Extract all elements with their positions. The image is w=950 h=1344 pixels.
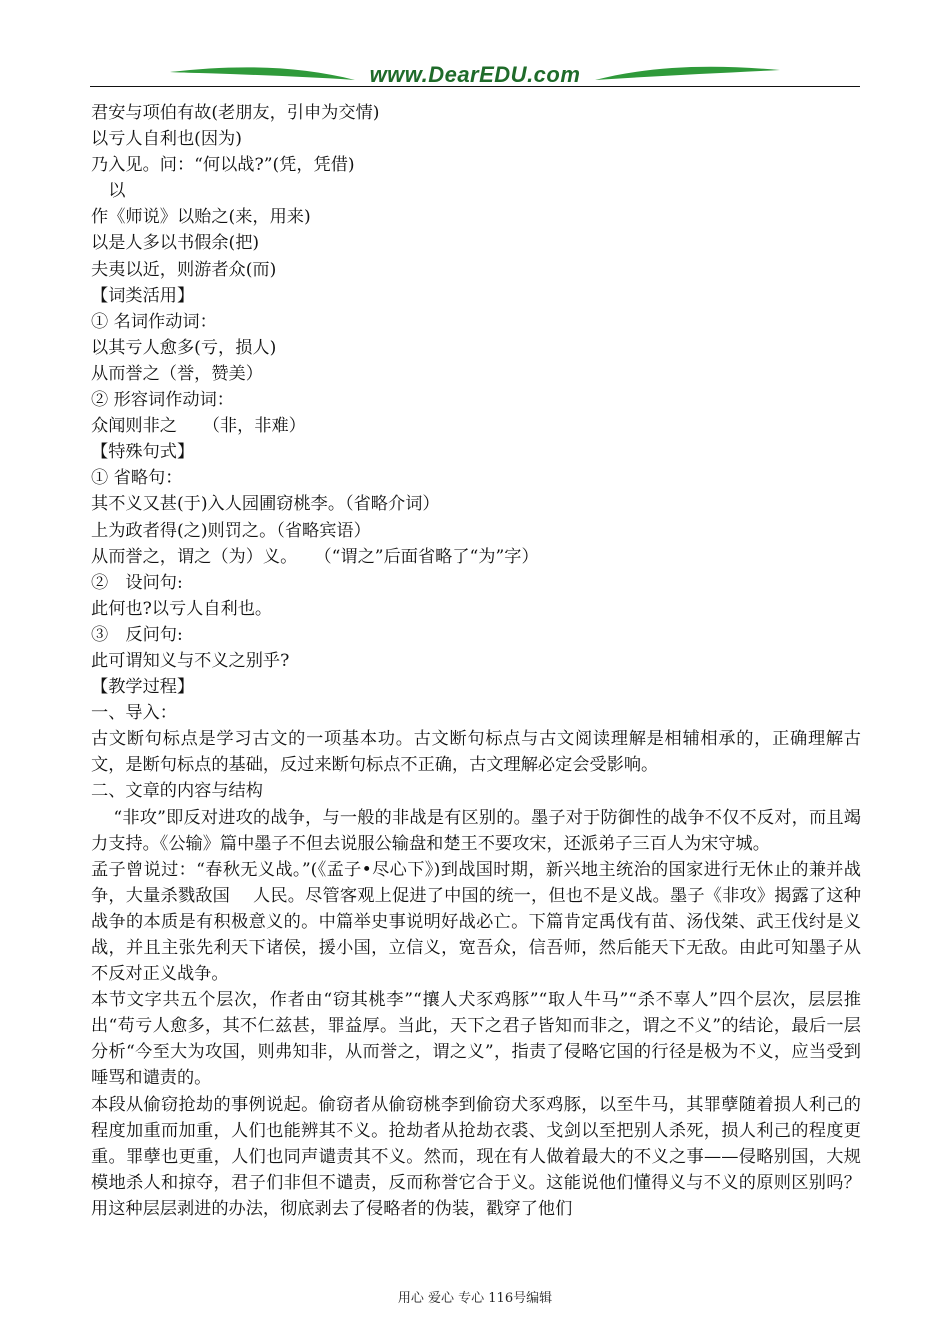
site-logo-text: www.DearEDU.com: [369, 62, 581, 87]
section-heading: 【特殊句式】: [91, 442, 195, 463]
header-divider: [90, 86, 860, 87]
section-heading: 【教学过程】: [91, 677, 195, 698]
text-line: 以: [91, 181, 126, 202]
paragraph-intro: 古文断句标点是学习古文的一项基本功。古文断句标点与古文阅读理解是相辅相承的，正确理解古文，是断句标点的基础，反过来断句标点不正确，古文理解必定会受影响。: [91, 729, 861, 776]
text-line: 其不义又甚(于)入人园圃窃桃李。（省略介词）: [91, 494, 440, 515]
text-line: 此何也?以亏人自利也。: [91, 598, 273, 619]
text-line: 众闻则非之 （非，非难）: [91, 416, 306, 437]
subheading: 二、文章的内容与结构: [91, 781, 263, 802]
text-line: 夫夷以近，则游者众(而): [91, 259, 277, 280]
text-line: 乃入见。问：“何以战?”(凭，凭借): [91, 155, 355, 176]
paragraph: “非攻”即反对进攻的战争，与一般的非战是有区别的。墨子对于防御性的战争不仅不反对，而且竭力支持。《公输》篇中墨子不但去说服公输盘和楚王不要攻宋，还派弟子三百人为宋守城。: [91, 807, 861, 854]
text-line: 以亏人自利也(因为): [91, 129, 242, 150]
document-body: [91, 100, 861, 1222]
text-line: ① 省略句：: [91, 468, 183, 489]
section-heading: 【词类活用】: [91, 285, 195, 306]
paragraph: 孟子曾说过：“春秋无义战。”(《孟子•尽心下》)到战国时期，新兴地主统治的国家进行无休止的兼并战争，大量杀戮敌国 人民。尽管客观上促进了中国的统一，但也不是义战。墨子《非攻》揭露了这种战争的本质是有积极意义的。中篇举史事说明好战必亡。下篇肯定禹伐有苗、汤伐桀、武王伐纣是义战，并且主张先利天下诸侯，援小国，立信义，宽吾众，信吾师，然后能天下无敌。由此可知墨子从不反对正义战争。: [91, 859, 861, 985]
text-line: 君安与项伯有故(老朋友，引申为交情): [91, 103, 380, 123]
text-line: ② 形容词作动词：: [91, 390, 234, 411]
text-line: 从而誉之，谓之（为）义。 （“谓之”后面省略了“为”字）: [91, 546, 539, 567]
paragraph: 本节文字共五个层次，作者由“窃其桃李”“攘人犬豕鸡豚”“取人牛马”“杀不辜人”四个层次，层层推出“苟亏人愈多，其不仁兹甚，罪益厚。当此，天下之君子皆知而非之，谓之不义”的结论，最后一层分析“今至大为攻国，则弗知非，从而誉之，谓之义”，指责了侵略它国的行径是极为不义，应当受到唾骂和谴责的。: [91, 990, 861, 1089]
text-line: 上为政者得(之)则罚之。（省略宾语）: [91, 520, 371, 541]
text-line: 从而誉之（誉，赞美）: [91, 363, 263, 384]
text-line: ① 名词作动词：: [91, 311, 217, 332]
paragraph: 本段从偷窃抢劫的事例说起。偷窃者从偷窃桃李到偷窃犬豕鸡豚，以至牛马，其罪孽随着损人利己的程度加重而加重，人们也能辨其不义。抢劫者从抢劫衣裘、戈剑以至把别人杀死，损人利己的程度更重。罪孽也更重，人们也同声谴责其不义。然而，现在有人做着最大的不义之事——侵略别国，大规模地杀人和掠夺，君子们非但不谴责，反而称誉它合于义。这能说他们懂得义与不义的原则区别吗？用这种层层剥进的办法，彻底剥去了侵略者的伪装，戳穿了他们: [91, 1094, 861, 1219]
text-line: ③ 反问句:: [91, 624, 183, 645]
text-line: 作《师说》以贻之(来，用来): [91, 207, 311, 228]
text-line: 以是人多以书假余(把): [91, 233, 260, 254]
text-line: ② 设问句:: [91, 572, 183, 593]
text-line: 一、导入：: [91, 703, 177, 724]
text-line: 以其亏人愈多(亏，损人): [91, 337, 277, 358]
text-line: 此可谓知义与不义之别乎?: [91, 650, 290, 671]
page-footer: 用心 爱心 专心 116号编辑: [397, 1291, 553, 1306]
